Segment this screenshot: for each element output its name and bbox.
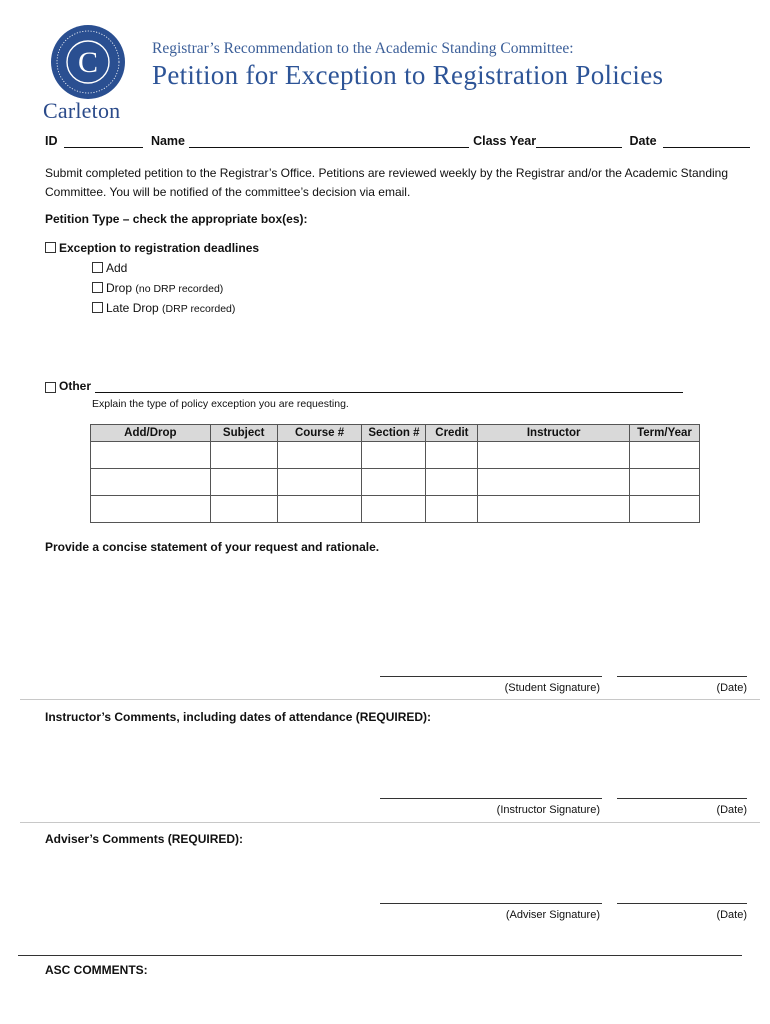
deadline-exception-option[interactable] — [45, 241, 259, 255]
date-field[interactable] — [663, 137, 750, 148]
table-cell[interactable] — [426, 496, 478, 523]
table-row — [91, 442, 700, 469]
col-credit: Credit — [426, 425, 478, 442]
other-field[interactable] — [95, 382, 683, 393]
col-course: Course # — [277, 425, 362, 442]
table-cell[interactable] — [478, 442, 630, 469]
student-signature-label: (Student Signature) — [504, 682, 600, 694]
table-cell[interactable] — [478, 496, 630, 523]
adviser-signature-line[interactable] — [380, 903, 602, 904]
class-year-label: Class Year — [473, 134, 537, 148]
petition-type-heading: Petition Type – check the appropriate box(es): — [45, 212, 308, 226]
late-drop-option[interactable] — [92, 301, 235, 315]
table-cell[interactable] — [91, 469, 211, 496]
table-cell[interactable] — [362, 442, 426, 469]
seal-letter: C — [77, 46, 99, 79]
table-row — [91, 496, 700, 523]
date-label: Date — [629, 134, 657, 148]
table-row — [91, 469, 700, 496]
asc-comments-heading: ASC COMMENTS: — [45, 963, 148, 977]
section-divider — [20, 822, 760, 823]
name-field[interactable] — [189, 137, 469, 148]
table-cell[interactable] — [210, 442, 277, 469]
late-drop-note: (DRP recorded) — [162, 303, 236, 315]
add-option[interactable] — [92, 261, 127, 275]
table-cell[interactable] — [478, 469, 630, 496]
col-subject: Subject — [210, 425, 277, 442]
col-section: Section # — [362, 425, 426, 442]
drop-note: (no DRP recorded) — [135, 283, 224, 295]
late-drop-checkbox[interactable] — [92, 302, 103, 313]
other-hint: Explain the type of policy exception you are requesting. — [92, 398, 349, 410]
adviser-signature-label: (Adviser Signature) — [505, 909, 600, 921]
adviser-date-line[interactable] — [617, 903, 747, 904]
student-info-row — [45, 134, 750, 148]
table-cell[interactable] — [277, 469, 362, 496]
deadline-checkbox[interactable] — [45, 242, 56, 253]
adviser-date-label: (Date) — [716, 909, 747, 921]
table-cell[interactable] — [277, 442, 362, 469]
form-title: Petition for Exception to Registration Policies — [152, 60, 664, 90]
col-instructor: Instructor — [478, 425, 630, 442]
instructions-paragraph: Submit completed petition to the Registrar’s Office. Petitions are reviewed weekly by the Registrar and/or the Academic Standing Committee. You will be notified of the committee’s decision via email. — [45, 166, 729, 199]
other-label: Other — [59, 379, 92, 393]
course-table-header — [91, 425, 700, 442]
student-signature-line[interactable] — [380, 676, 602, 677]
carleton-seal-logo — [50, 24, 126, 100]
table-cell[interactable] — [362, 469, 426, 496]
student-date-label: (Date) — [716, 682, 747, 694]
class-year-field[interactable] — [536, 137, 621, 148]
asc-divider — [18, 955, 742, 956]
section-divider — [20, 699, 760, 700]
drop-checkbox[interactable] — [92, 282, 103, 293]
other-option[interactable] — [45, 379, 683, 393]
drop-option[interactable] — [92, 281, 223, 295]
table-cell[interactable] — [629, 496, 699, 523]
table-cell[interactable] — [91, 442, 211, 469]
other-checkbox[interactable] — [45, 382, 56, 393]
table-cell[interactable] — [210, 496, 277, 523]
statement-heading: Provide a concise statement of your request and rationale. — [45, 540, 380, 554]
form-subtitle: Registrar’s Recommendation to the Academic Standing Committee: — [152, 40, 574, 57]
add-checkbox[interactable] — [92, 262, 103, 273]
table-cell[interactable] — [426, 469, 478, 496]
late-drop-label: Late Drop — [106, 301, 159, 315]
instructor-date-line[interactable] — [617, 798, 747, 799]
table-cell[interactable] — [91, 496, 211, 523]
instructor-signature-line[interactable] — [380, 798, 602, 799]
table-cell[interactable] — [362, 496, 426, 523]
course-table — [90, 424, 700, 523]
adviser-comments-heading: Adviser’s Comments (REQUIRED): — [45, 832, 244, 846]
table-cell[interactable] — [629, 469, 699, 496]
carleton-wordmark: Carleton — [43, 98, 121, 123]
col-term-year: Term/Year — [629, 425, 699, 442]
id-label: ID — [45, 134, 58, 148]
id-field[interactable] — [64, 137, 143, 148]
instructor-date-label: (Date) — [716, 804, 747, 816]
instructor-comments-heading: Instructor’s Comments, including dates of attendance (REQUIRED): — [45, 710, 432, 724]
table-cell[interactable] — [629, 442, 699, 469]
student-date-line[interactable] — [617, 676, 747, 677]
add-label: Add — [106, 261, 128, 275]
name-label: Name — [150, 134, 185, 148]
table-cell[interactable] — [277, 496, 362, 523]
deadline-label: Exception to registration deadlines — [59, 241, 260, 255]
drop-label: Drop — [106, 281, 133, 295]
instructor-signature-label: (Instructor Signature) — [496, 804, 600, 816]
table-cell[interactable] — [210, 469, 277, 496]
table-cell[interactable] — [426, 442, 478, 469]
col-add-drop: Add/Drop — [91, 425, 211, 442]
